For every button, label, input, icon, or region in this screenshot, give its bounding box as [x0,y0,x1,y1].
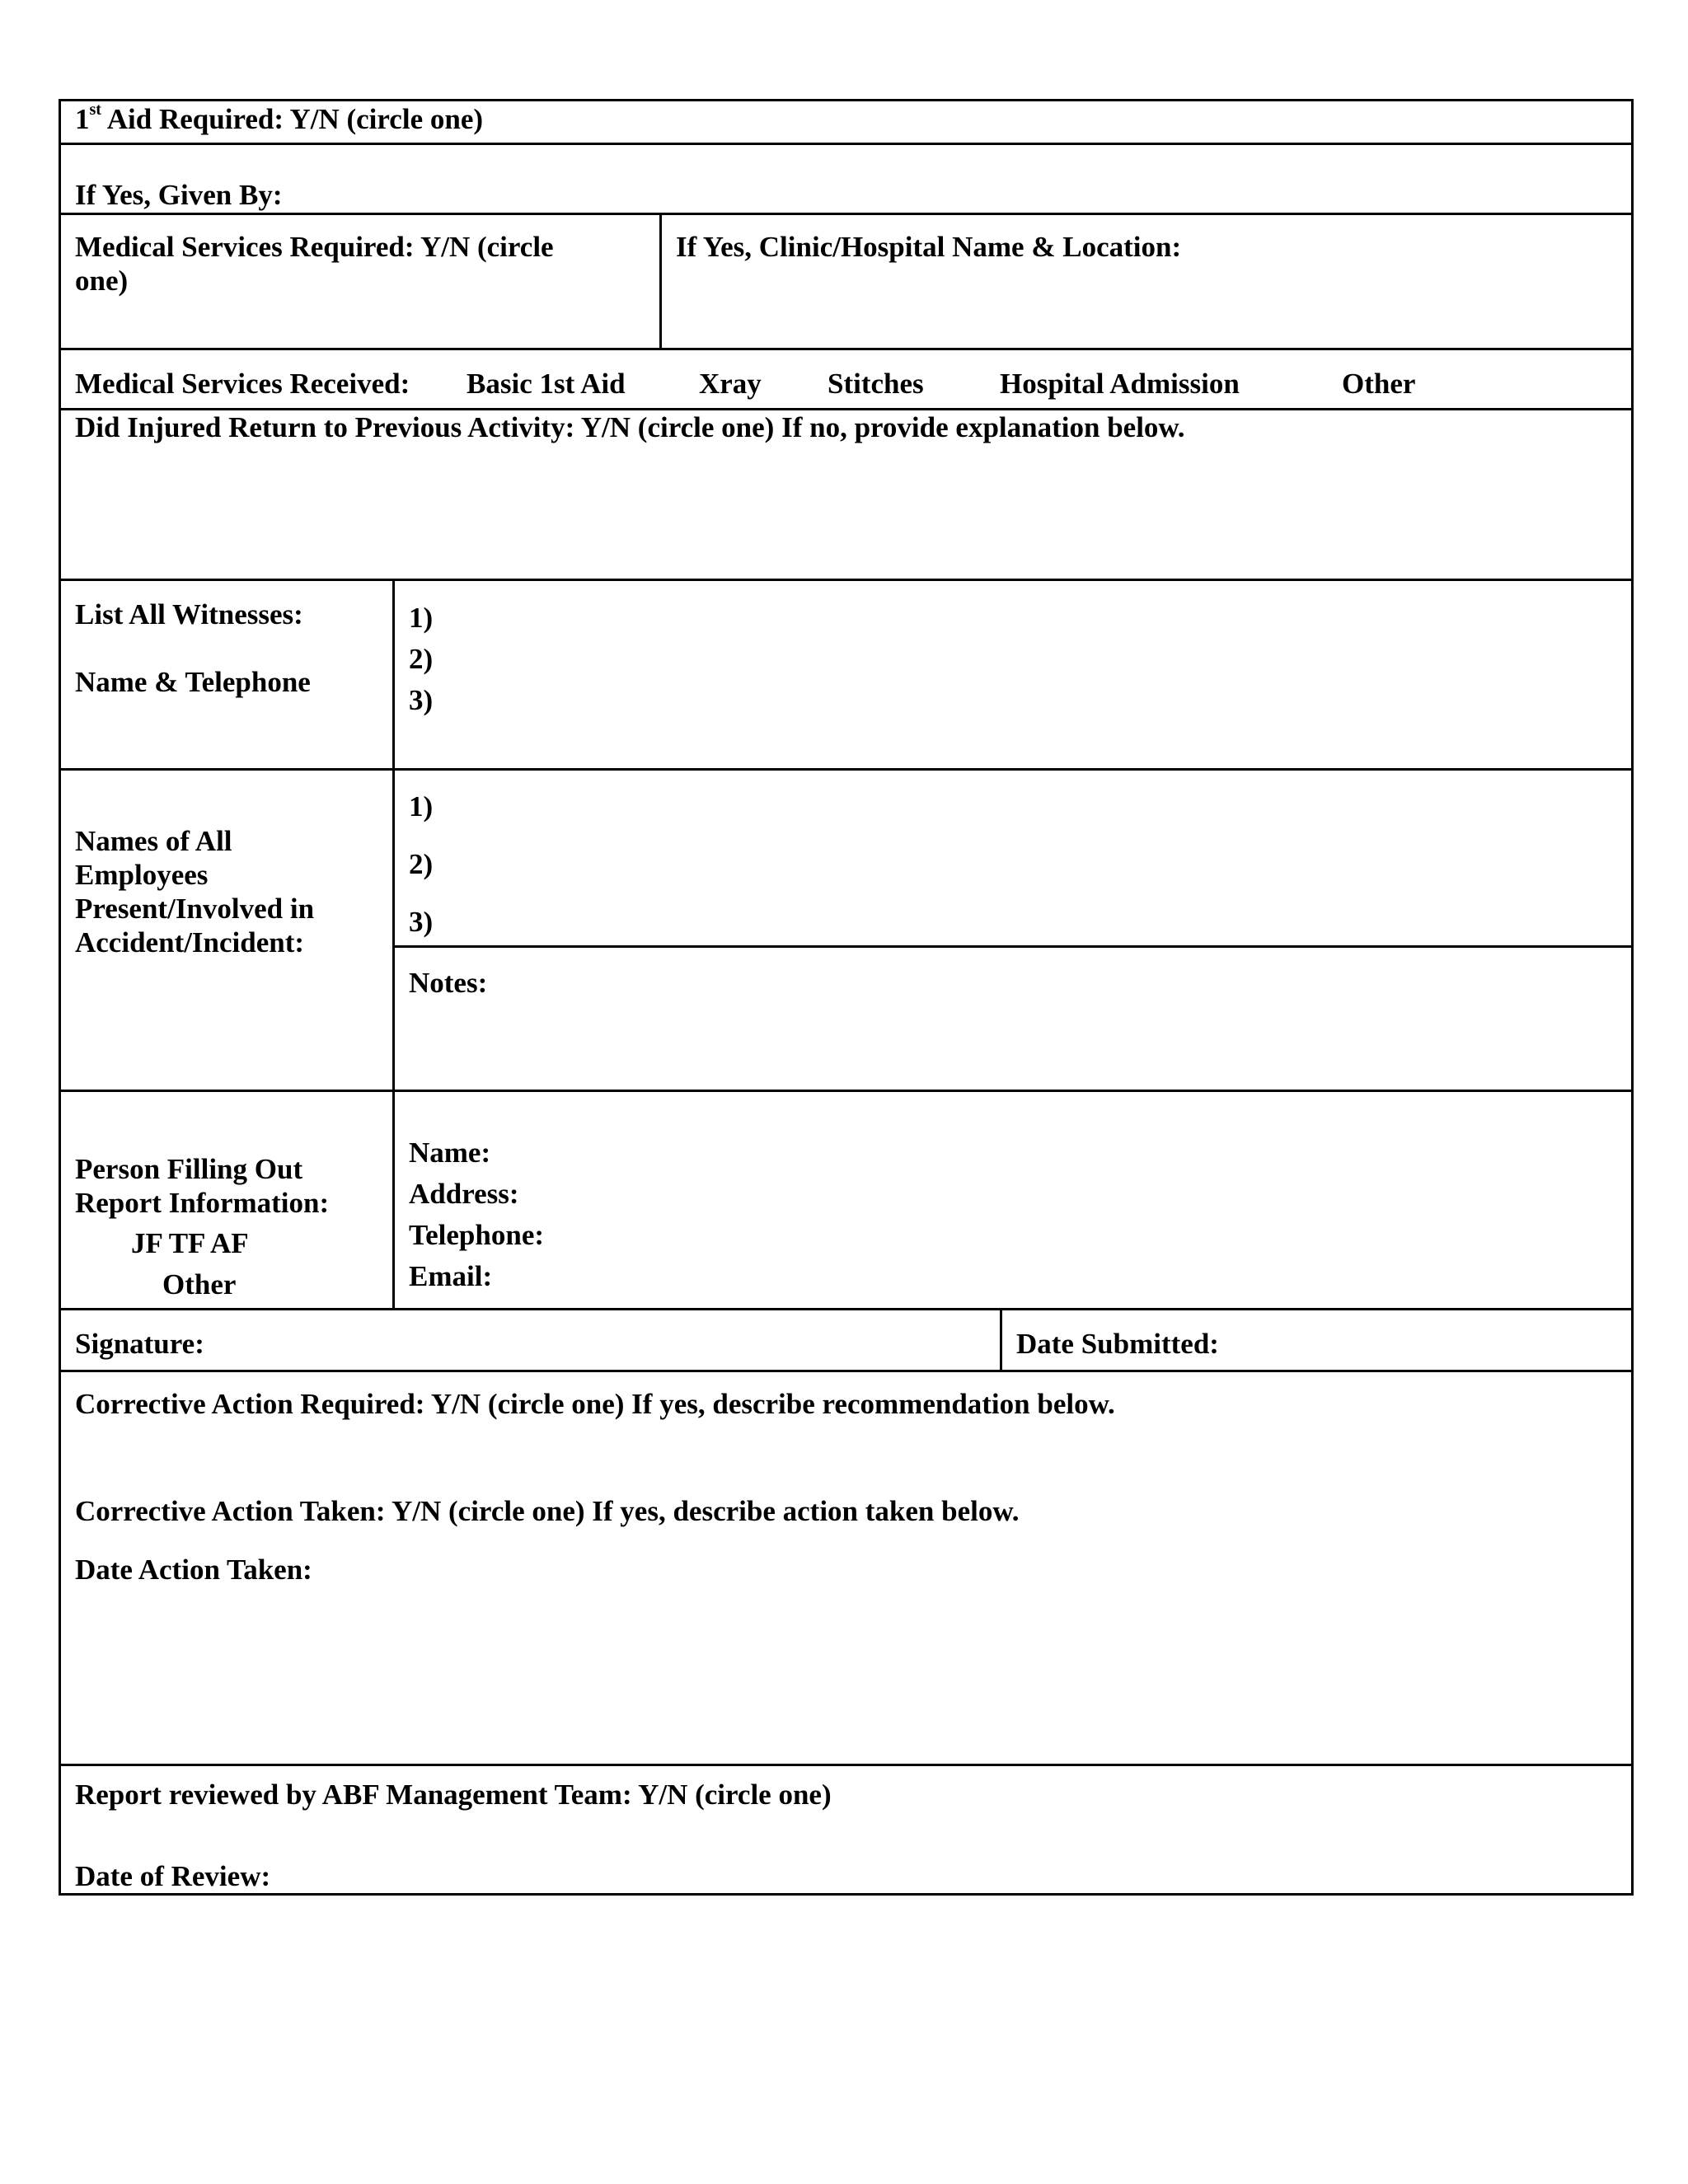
date-action-taken-label: Date Action Taken: [75,1554,312,1586]
first-aid-required-label: 1st Aid Required: Y/N (circle one) [75,101,484,135]
option-basic-first-aid: Basic 1st Aid [467,368,626,400]
signature-label: Signature: [75,1328,204,1360]
corrective-action-required-label: Corrective Action Required: Y/N (circle one) If yes, describe recommendation below. [75,1388,1115,1420]
notes-label: Notes: [409,967,488,999]
form-border-top [59,99,1634,101]
date-submitted-label: Date Submitted: [1016,1328,1219,1360]
person-address-field: Address: [409,1178,519,1210]
employee-2: 2) [409,848,434,880]
first-aid-given-by-label: If Yes, Given By: [75,179,283,211]
divider [59,579,1634,581]
divider [392,579,395,1310]
option-other: Other [1342,368,1416,400]
witnesses-label: List All Witnesses: [75,598,303,630]
divider [659,213,662,350]
divider [59,348,1634,350]
divider [59,1764,1634,1766]
date-of-review-label: Date of Review: [75,1860,271,1892]
employees-label: Names of All Employees Present/Involved in Accident/Incident: [75,825,315,958]
employee-1: 1) [409,790,434,823]
divider [59,1090,1634,1092]
person-telephone-field: Telephone: [409,1219,545,1251]
option-hospital-admission: Hospital Admission [1000,368,1240,400]
corrective-action-taken-label: Corrective Action Taken: Y/N (circle one) If yes, describe action taken below. [75,1495,1020,1527]
medical-services-required-label: Medical Services Required: Y/N (circle one) [75,231,554,298]
witnesses-sublabel: Name & Telephone [75,666,311,698]
witness-2: 2) [409,643,434,675]
witness-1: 1) [409,602,434,634]
divider [59,143,1634,145]
return-to-activity-label: Did Injured Return to Previous Activity: Y/N (circle one) If no, provide explanation below. [75,411,1185,443]
form-border-right [1631,99,1634,1896]
employee-3: 3) [409,906,434,938]
person-filling-out-label: Person Filling Out Report Information: [75,1153,330,1219]
clinic-hospital-label: If Yes, Clinic/Hospital Name & Location: [676,231,1182,263]
person-role-options: JF TF AF [131,1227,249,1259]
divider [59,768,1634,771]
person-name-field: Name: [409,1137,491,1169]
option-stitches: Stitches [828,368,924,400]
option-xray: Xray [699,368,762,400]
person-email-field: Email: [409,1260,493,1292]
divider [392,945,1634,948]
medical-services-received-label: Medical Services Received: [75,368,410,400]
divider [59,1370,1634,1372]
divider [59,1308,1634,1310]
person-role-other: Other [162,1268,237,1301]
form-border-left [59,99,61,1896]
witness-3: 3) [409,684,434,716]
divider [59,213,1634,215]
divider [1000,1308,1002,1372]
form-border-bottom [59,1893,1634,1896]
management-review-label: Report reviewed by ABF Management Team: Y/N (circle one) [75,1779,832,1811]
incident-report-form [59,99,1634,1896]
